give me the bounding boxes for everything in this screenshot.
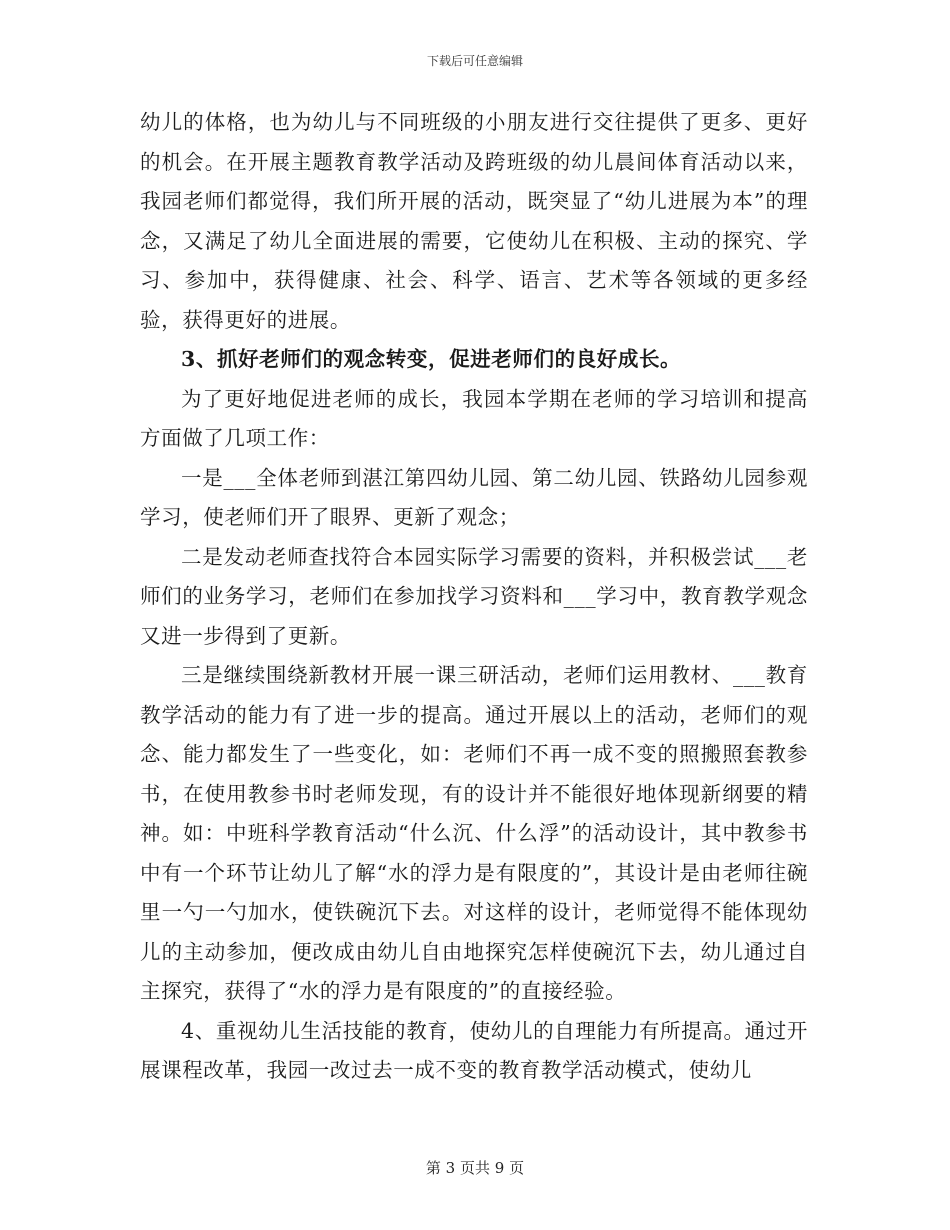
document-body <box>140 103 808 1091</box>
paragraph-item-3: 三是继续围绕新教材开展一课三研活动，老师们运用教材、___教育教学活动的能力有了进一步的提高。通过开展以上的活动，老师们的观念、能力都发生了一些变化，如：老师们不再一成不变的照搬照套教参书，在使用教参书时老师发现，有的设计并不能很好地体现新纲要的精神。如：中班科学教育活动“什么沉、什么浮”的活动设计，其中教参书中有一个环节让幼儿了解“水的浮力是有限度的”，其设计是由老师往碗里一勺一勺加水，使铁碗沉下去。对这样的设计，老师觉得不能体现幼儿的主动参加，便改成由幼儿自由地探究怎样使碗沉下去，幼儿通过自主探究，获得了“水的浮力是有限度的”的直接经验。 <box>140 663 808 1003</box>
paragraph-intro: 为了更好地促进老师的成长，我园本学期在老师的学习培训和提高方面做了几项工作： <box>140 386 808 450</box>
page-footer: 第 3 页共 9 页 <box>425 1159 525 1177</box>
paragraph-item-1: 一是___全体老师到湛江第四幼儿园、第二幼儿园、铁路幼儿园参观学习，使老师们开了眼界、更新了观念； <box>140 465 808 529</box>
section-heading-3: 3、抓好老师们的观念转变，促进老师们的良好成长。 <box>181 347 682 371</box>
paragraph-section-4: 4、重视幼儿生活技能的教育，使幼儿的自理能力有所提高。通过开展课程改革，我园一改过去一成不变的教育教学活动模式，使幼儿 <box>140 1018 808 1082</box>
page-header: 下载后可任意编辑 <box>426 54 523 68</box>
paragraph-item-2: 二是发动老师查找符合本园实际学习需要的资料，并积极尝试___老师们的业务学习，老师们在参加找学习资料和___学习中，教育教学观念又进一步得到了更新。 <box>140 544 808 648</box>
paragraph-continuation: 幼儿的体格，也为幼儿与不同班级的小朋友进行交往提供了更多、更好的机会。在开展主题教育教学活动及跨班级的幼儿晨间体育活动以来，我园老师们都觉得，我们所开展的活动，既突显了“幼儿进展为本”的理念，又满足了幼儿全面进展的需要，它使幼儿在积极、主动的探究、学习、参加中，获得健康、社会、科学、语言、艺术等各领域的更多经验，获得更好的进展。 <box>140 110 808 332</box>
